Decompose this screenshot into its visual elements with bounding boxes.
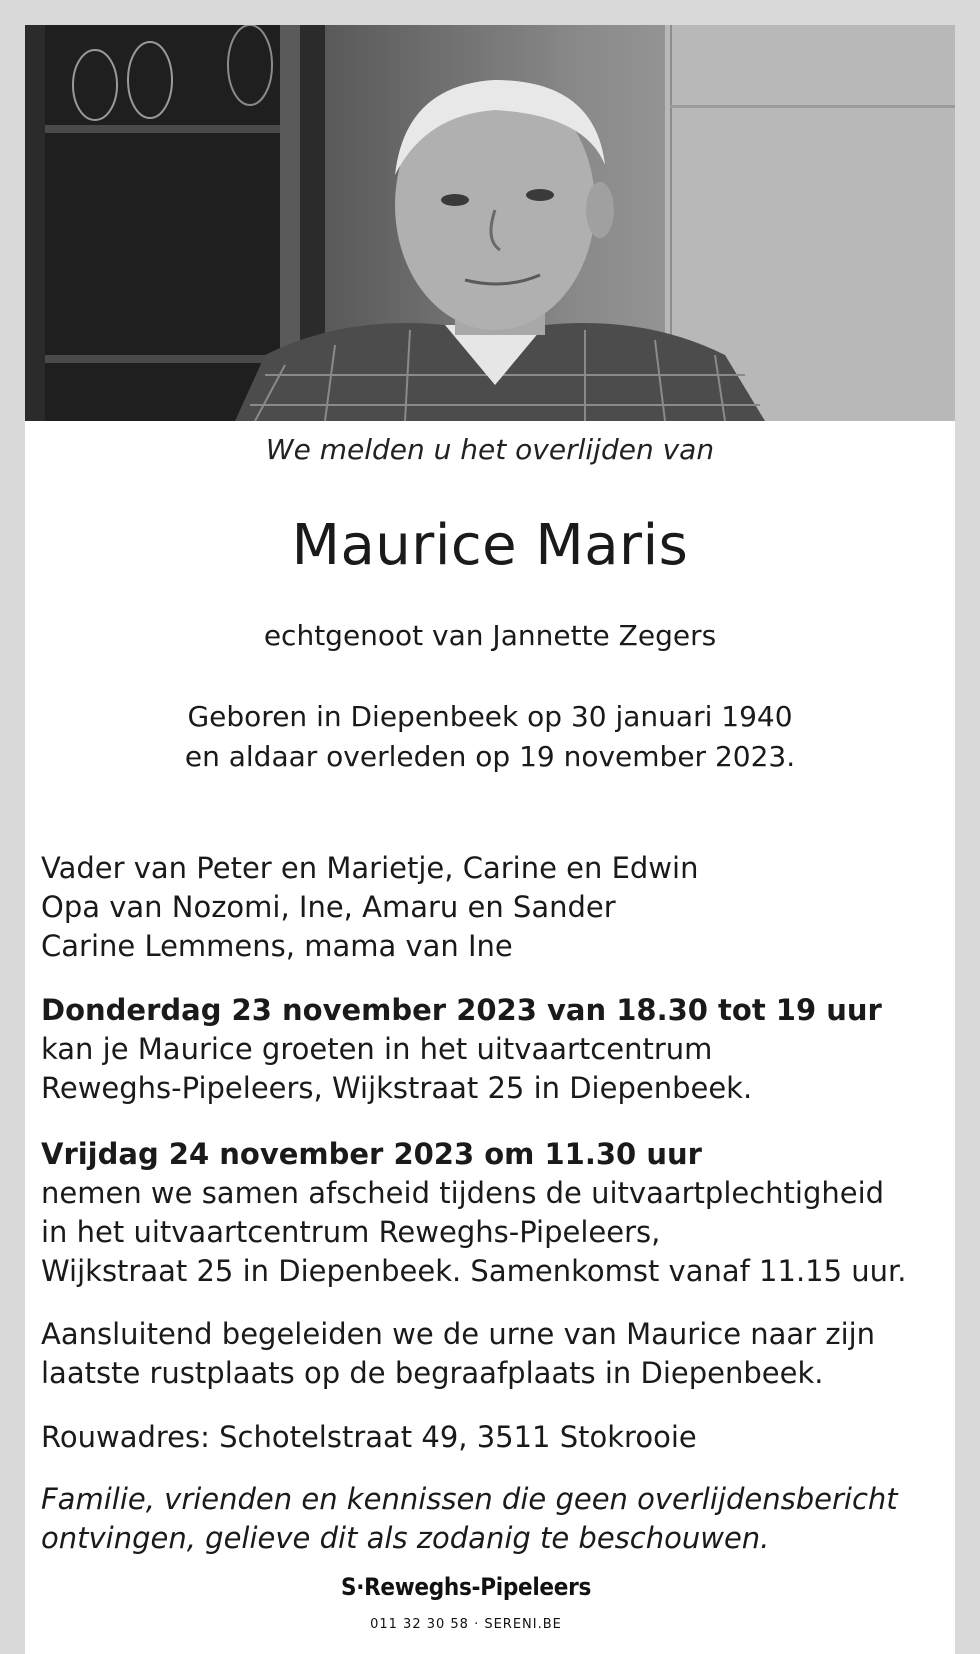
funeral-line: nemen we samen afscheid tijdens de uitvaartplechtigheid — [41, 1176, 885, 1210]
footer-content — [300, 0, 632, 1654]
visitation-heading: Donderdag 23 november 2023 van 18.30 tot 19 uur — [41, 993, 882, 1027]
notice-line: ontvingen, gelieve dit als zodanig te beschouwen. — [41, 1521, 770, 1555]
deceased-name: Maurice Maris — [291, 513, 689, 578]
visitation-line: kan je Maurice groeten in het uitvaartcentrum — [41, 1032, 713, 1066]
funeral-line: Wijkstraat 25 in Diepenbeek. Samenkomst vanaf 11.15 uur. — [41, 1254, 907, 1288]
urn-line: Aansluitend begeleiden we de urne van Maurice naar zijn — [41, 1317, 876, 1351]
notice-line: Familie, vrienden en kennissen die geen overlijdensbericht — [41, 1482, 898, 1516]
family-line: Carine Lemmens, mama van Ine — [41, 929, 513, 963]
family-line: Opa van Nozomi, Ine, Amaru en Sander — [41, 890, 616, 924]
family-line: Vader van Peter en Marietje, Carine en Edwin — [41, 851, 699, 885]
funeral-heading: Vrijdag 24 november 2023 om 11.30 uur — [41, 1137, 702, 1171]
funeral-home-contact: 011 32 30 58 · SERENI.BE — [370, 1617, 562, 1632]
born-line: Geboren in Diepenbeek op 30 januari 1940 — [187, 700, 793, 733]
intro-text: We melden u het overlijden van — [265, 433, 715, 466]
funeral-line: in het uitvaartcentrum Reweghs-Pipeleers, — [41, 1215, 661, 1249]
funeral-home-logo: S·Reweghs-Pipeleers — [340, 1573, 592, 1601]
death-line: en aldaar overleden op 19 november 2023. — [184, 740, 796, 773]
urn-line: laatste rustplaats op de begraafplaats in Diepenbeek. — [41, 1356, 824, 1390]
visitation-line: Reweghs-Pipeleers, Wijkstraat 25 in Diepenbeek. — [41, 1071, 753, 1105]
mourning-address: Rouwadres: Schotelstraat 49, 3511 Stokrooie — [41, 1420, 697, 1454]
spouse-line: echtgenoot van Jannette Zegers — [263, 619, 717, 652]
